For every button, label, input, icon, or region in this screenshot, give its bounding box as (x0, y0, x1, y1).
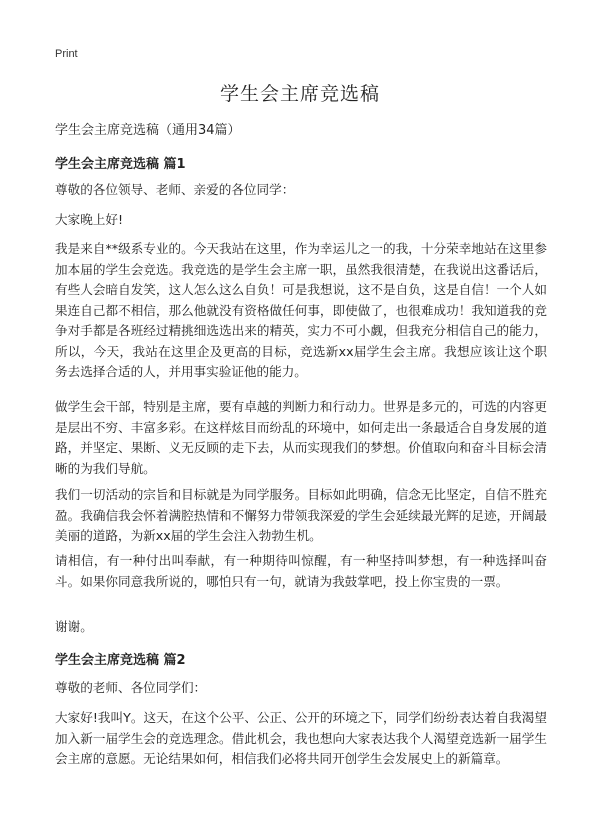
section-heading-1: 学生会主席竞选稿 篇1 (55, 157, 186, 172)
page-title: 学生会主席竞选稿 (219, 83, 380, 105)
paragraph: 做学生会干部，特别是主席，要有卓越的判断力和行动力。世界是多元的，可选的内容更是层出不穷、丰富多彩。在这样炫目而纷乱的环境中，如何走出一条最适合自身发展的道路，并坚定、果断、义无反顾的走下去，从而实现我们的梦想。价值取向和奋斗目标会清晰的为我们导航。 (55, 399, 547, 476)
paragraph: 大家好!我叫Y。这天，在这个公平、公正、公开的环境之下，同学们纷纷表达着自我渴望加入新一届学生会的竞选理念。借此机会，我也想向大家表达我个人渴望竞选新一届学生会主席的意愿。无论结果如何，相信我们必将共同开创学生会发展史上的新篇章。 (55, 710, 547, 766)
paragraph: 谢谢。 (55, 619, 93, 634)
section-heading-2: 学生会主席竞选稿 篇2 (55, 653, 186, 668)
paragraph: 大家晚上好! (55, 212, 124, 227)
document-subtitle: 学生会主席竞选稿（通用34篇） (55, 123, 241, 138)
paragraph: 我是来自**级系专业的。今天我站在这里，作为幸运儿之一的我，十分荣幸地站在这里参加本届的学生会竞选。我竞选的是学生会主席一职，虽然我很清楚，在我说出这番话后，有些人会暗自发笑，这人怎么这么自负！可是我想说，这不是自负，这是自信！一个人如果连自己都不相信，那么他就没有资格做任何事，即使做了，也很难成功！我知道我的竞争对手都是各班经过精挑细选选出来的精英，实力不可小觑，但我充分相信自己的能力，所以，今天，我站在这里企及更高的目标，竞选新xx届学生会主席。我想应该让这个职务去选择合适的人，并用事实验证他的能力。 (55, 241, 547, 379)
paragraph: 请相信，有一种付出叫奉献，有一种期待叫惊醒，有一种坚持叫梦想，有一种选择叫奋斗。如果你同意我所说的，哪怕只有一句，就请为我鼓掌吧，投上你宝贵的一票。 (55, 553, 547, 589)
paragraph: 尊敬的各位领导、老师、亲爱的各位同学： (55, 182, 295, 197)
paragraph: 尊敬的老师、各位同学们： (55, 680, 207, 695)
print-link[interactable]: Print (55, 48, 78, 60)
paragraph: 我们一切活动的宗旨和目标就是为同学服务。目标如此明确，信念无比坚定，自信不胜充盈。我确信我会怀着满腔热情和不懈努力带领我深爱的学生会延续最光辉的足迹，开阔最美丽的道路，为新xx届的学生会注入勃勃生机。 (55, 487, 547, 543)
